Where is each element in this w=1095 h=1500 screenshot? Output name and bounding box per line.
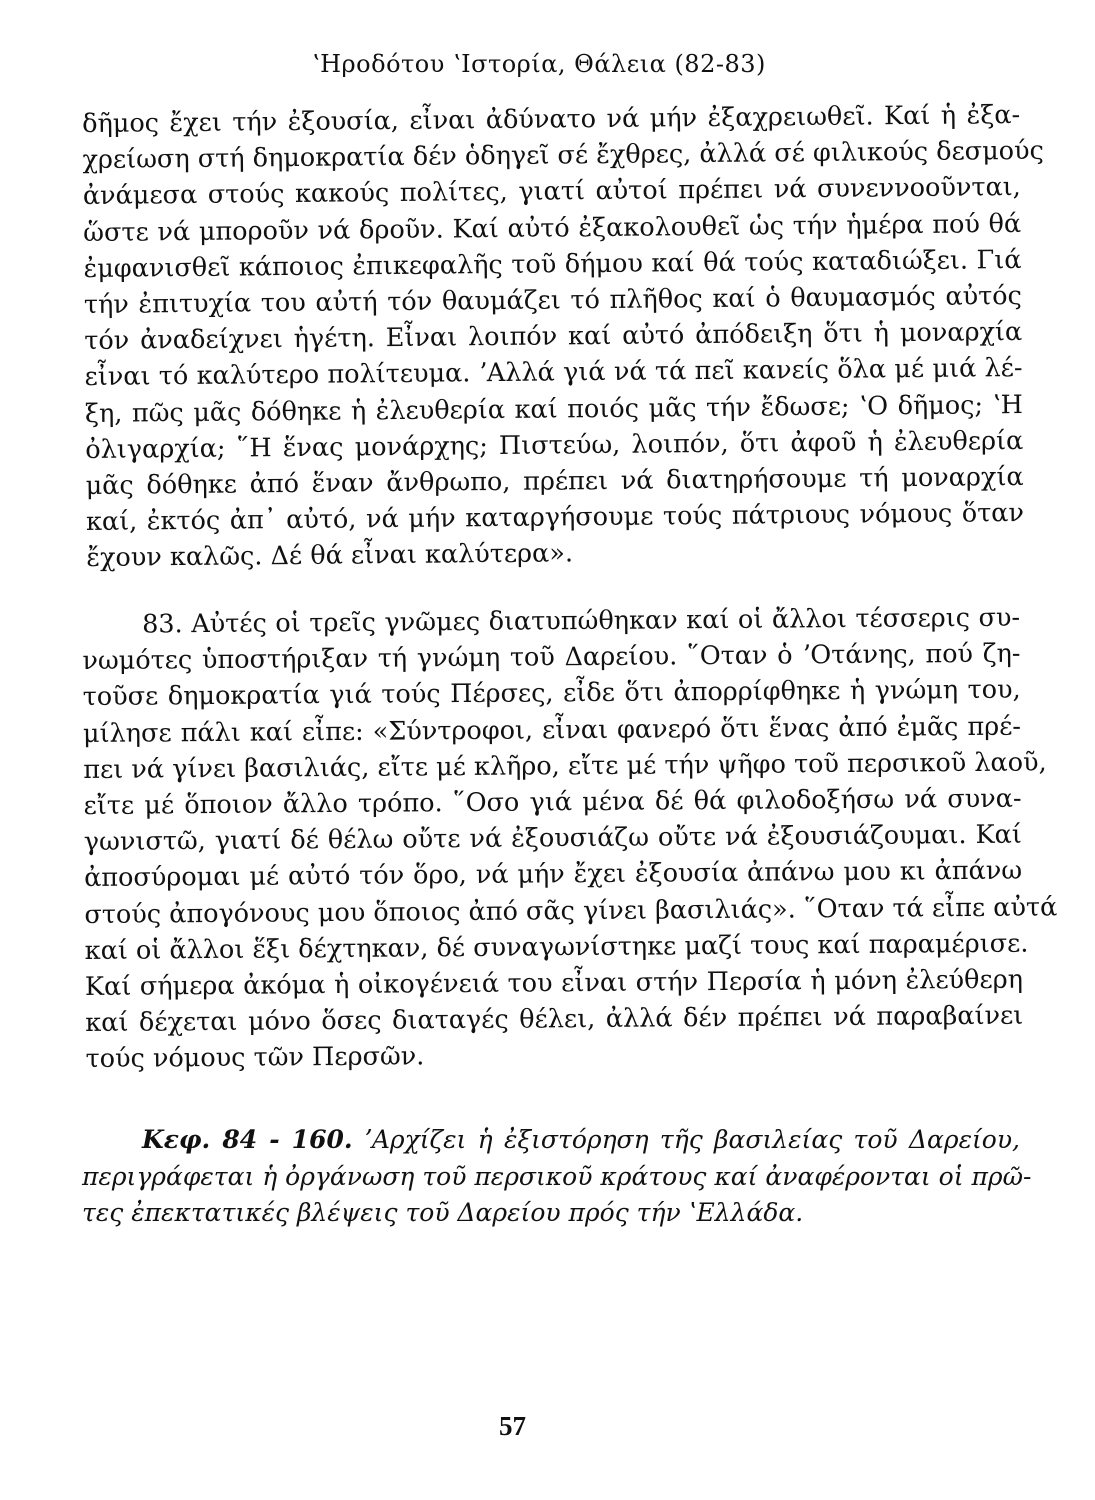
text-line: ἀποσύρομαι μέ αὐτό τόν ὅρο, νά μήν ἔχει ἐξουσία ἀπάνω μου κι ἀπάνω (84, 855, 1023, 894)
text-line: εἴτε μέ ὅποιον ἄλλο τρόπο. ῞Οσο γιά μένα δέ θά φιλοδοξήσω νά συνα- (83, 783, 1022, 821)
text-line: στούς ἀπογόνους μου ὅποιος ἀπό σᾶς γίνει βασιλιάς». ῞Οταν τά εἶπε αὐτά (84, 891, 1058, 930)
chapter-summary (82, 1122, 1032, 1232)
summary-text: ʼΑρχίζει ἡ ἐξιστόρηση τῆς βασιλείας τοῦ Δαρείου, (352, 1125, 1020, 1154)
text-line: νωμότες ὑποστήριξαν τή γνώμη τοῦ Δαρείου. ῞Οταν ὁ ʼΟτάνης, πού ζη- (82, 638, 1021, 677)
text-line: τήν ἐπιτυχία του αὐτή τόν θαυμάζει τό πλῆθος καί ὁ θαυμασμός αὐτός (83, 280, 1023, 320)
text-line: τοῦσε δημοκρατία γιά τούς Πέρσες, εἶδε ὅτι ἀπορρίφθηκε ἡ γνώμη του, (82, 675, 1021, 713)
text-line: καί, ἐκτός ἀπ᾽ αὐτό, νά μήν καταργήσουμε τούς πάτριους νόμους ὅταν (85, 498, 1025, 538)
page-number: 57 (499, 1411, 526, 1441)
text-line: Καί σήμερα ἀκόμα ἡ οἰκογένειά του εἶναι στήν Περσία ἡ μόνη ἐλεύθερη (84, 964, 1024, 1002)
text-line: εἶναι τό καλύτερο πολίτευμα. ʼΑλλά γιά νά τά πεῖ κανείς ὅλα μέ μιά λέ- (84, 353, 1023, 393)
chapter-range-label: Κεφ. 84 - 160. (142, 1125, 353, 1154)
running-header: ʽΗροδότου ʽΙστορία, Θάλεια (82-83) (312, 50, 766, 78)
text-line: 83. Αὐτές οἱ τρεῖς γνῶμες διατυπώθηκαν καί οἱ ἄλλοι τέσσερις συ- (142, 602, 1021, 640)
text-line: ὥστε νά μποροῦν νά δροῦν. Καί αὐτό ἐξακολουθεῖ ὡς τήν ἡμέρα πού θά (83, 208, 1022, 248)
paragraph-83 (82, 600, 1058, 1078)
text-line: καί δέχεται μόνο ὅσες διαταγές θέλει, ἀλλά δέν πρέπει νά παραβαίνει (85, 1000, 1024, 1039)
text-line: ἀνάμεσα στούς κακούς πολίτες, γιατί αὐτοί πρέπει νά συνεννοοῦνται, (82, 172, 1021, 212)
text-line: ξη, πῶς μᾶς δόθηκε ἡ ἐλευθερία καί ποιός μᾶς τήν ἔδωσε; ʽΟ δῆμος; ʽΗ (84, 389, 1024, 429)
text-line: ὀλιγαρχία; ῞Η ἕνας μονάρχης; Πιστεύω, λοιπόν, ὅτι ἀφοῦ ἡ ἐλευθερία (85, 425, 1024, 465)
paragraph-82-end (82, 97, 1044, 576)
summary-line (82, 1122, 1020, 1159)
text-line: μᾶς δόθηκε ἀπό ἕναν ἄνθρωπο, πρέπει νά διατηρήσουμε τή μοναρχία (85, 461, 1024, 501)
text-line: πει νά γίνει βασιλιάς, εἴτε μέ κλῆρο, εἴτε μέ τήν ψῆφο τοῦ περσικοῦ λαοῦ, (83, 747, 1047, 785)
text-line: τόν ἀναδείχνει ἡγέτη. Εἶναι λοιπόν καί αὐτό ἀπόδειξη ὅτι ἡ μοναρχία (84, 317, 1023, 357)
summary-line: τες ἐπεκτατικές βλέψεις τοῦ Δαρείου πρός τήν ʽΕλλάδα. (82, 1198, 804, 1227)
text-line: γωνιστῶ, γιατί δέ θέλω οὔτε νά ἐξουσιάζω οὔτε νά ἐξουσιάζουμαι. Καί (83, 819, 1022, 858)
text-line: δῆμος ἔχει τήν ἐξουσία, εἶναι ἀδύνατο νά μήν ἐξαχρειωθεῖ. Καί ἡ ἐξα- (82, 99, 1021, 139)
text-line: τούς νόμους τῶν Περσῶν. (85, 1041, 425, 1075)
text-line: ἔχουν καλῶς. Δέ θά εἶναι καλύτερα». (86, 538, 574, 574)
text-line: μίλησε πάλι καί εἶπε: «Σύντροφοι, εἶναι φανερό ὅτι ἕνας ἀπό ἐμᾶς πρέ- (82, 711, 1022, 749)
text-line: χρείωση στή δημοκρατία δέν ὁδηγεῖ σέ ἔχθρες, ἀλλά σέ φιλικούς δεσμούς (82, 135, 1044, 176)
text-line: καί οἱ ἄλλοι ἕξι δέχτηκαν, δέ συναγωνίστηκε μαζί τους καί παραμέρισε. (84, 928, 1029, 966)
summary-line: περιγράφεται ἡ ὀργάνωση τοῦ περσικοῦ κράτους καί ἀναφέρονται οἱ πρῶ- (82, 1161, 1032, 1191)
text-line: ἐμφανισθεῖ κάποιος ἐπικεφαλῆς τοῦ δήμου καί θά τούς καταδιώξει. Γιά (83, 244, 1022, 284)
